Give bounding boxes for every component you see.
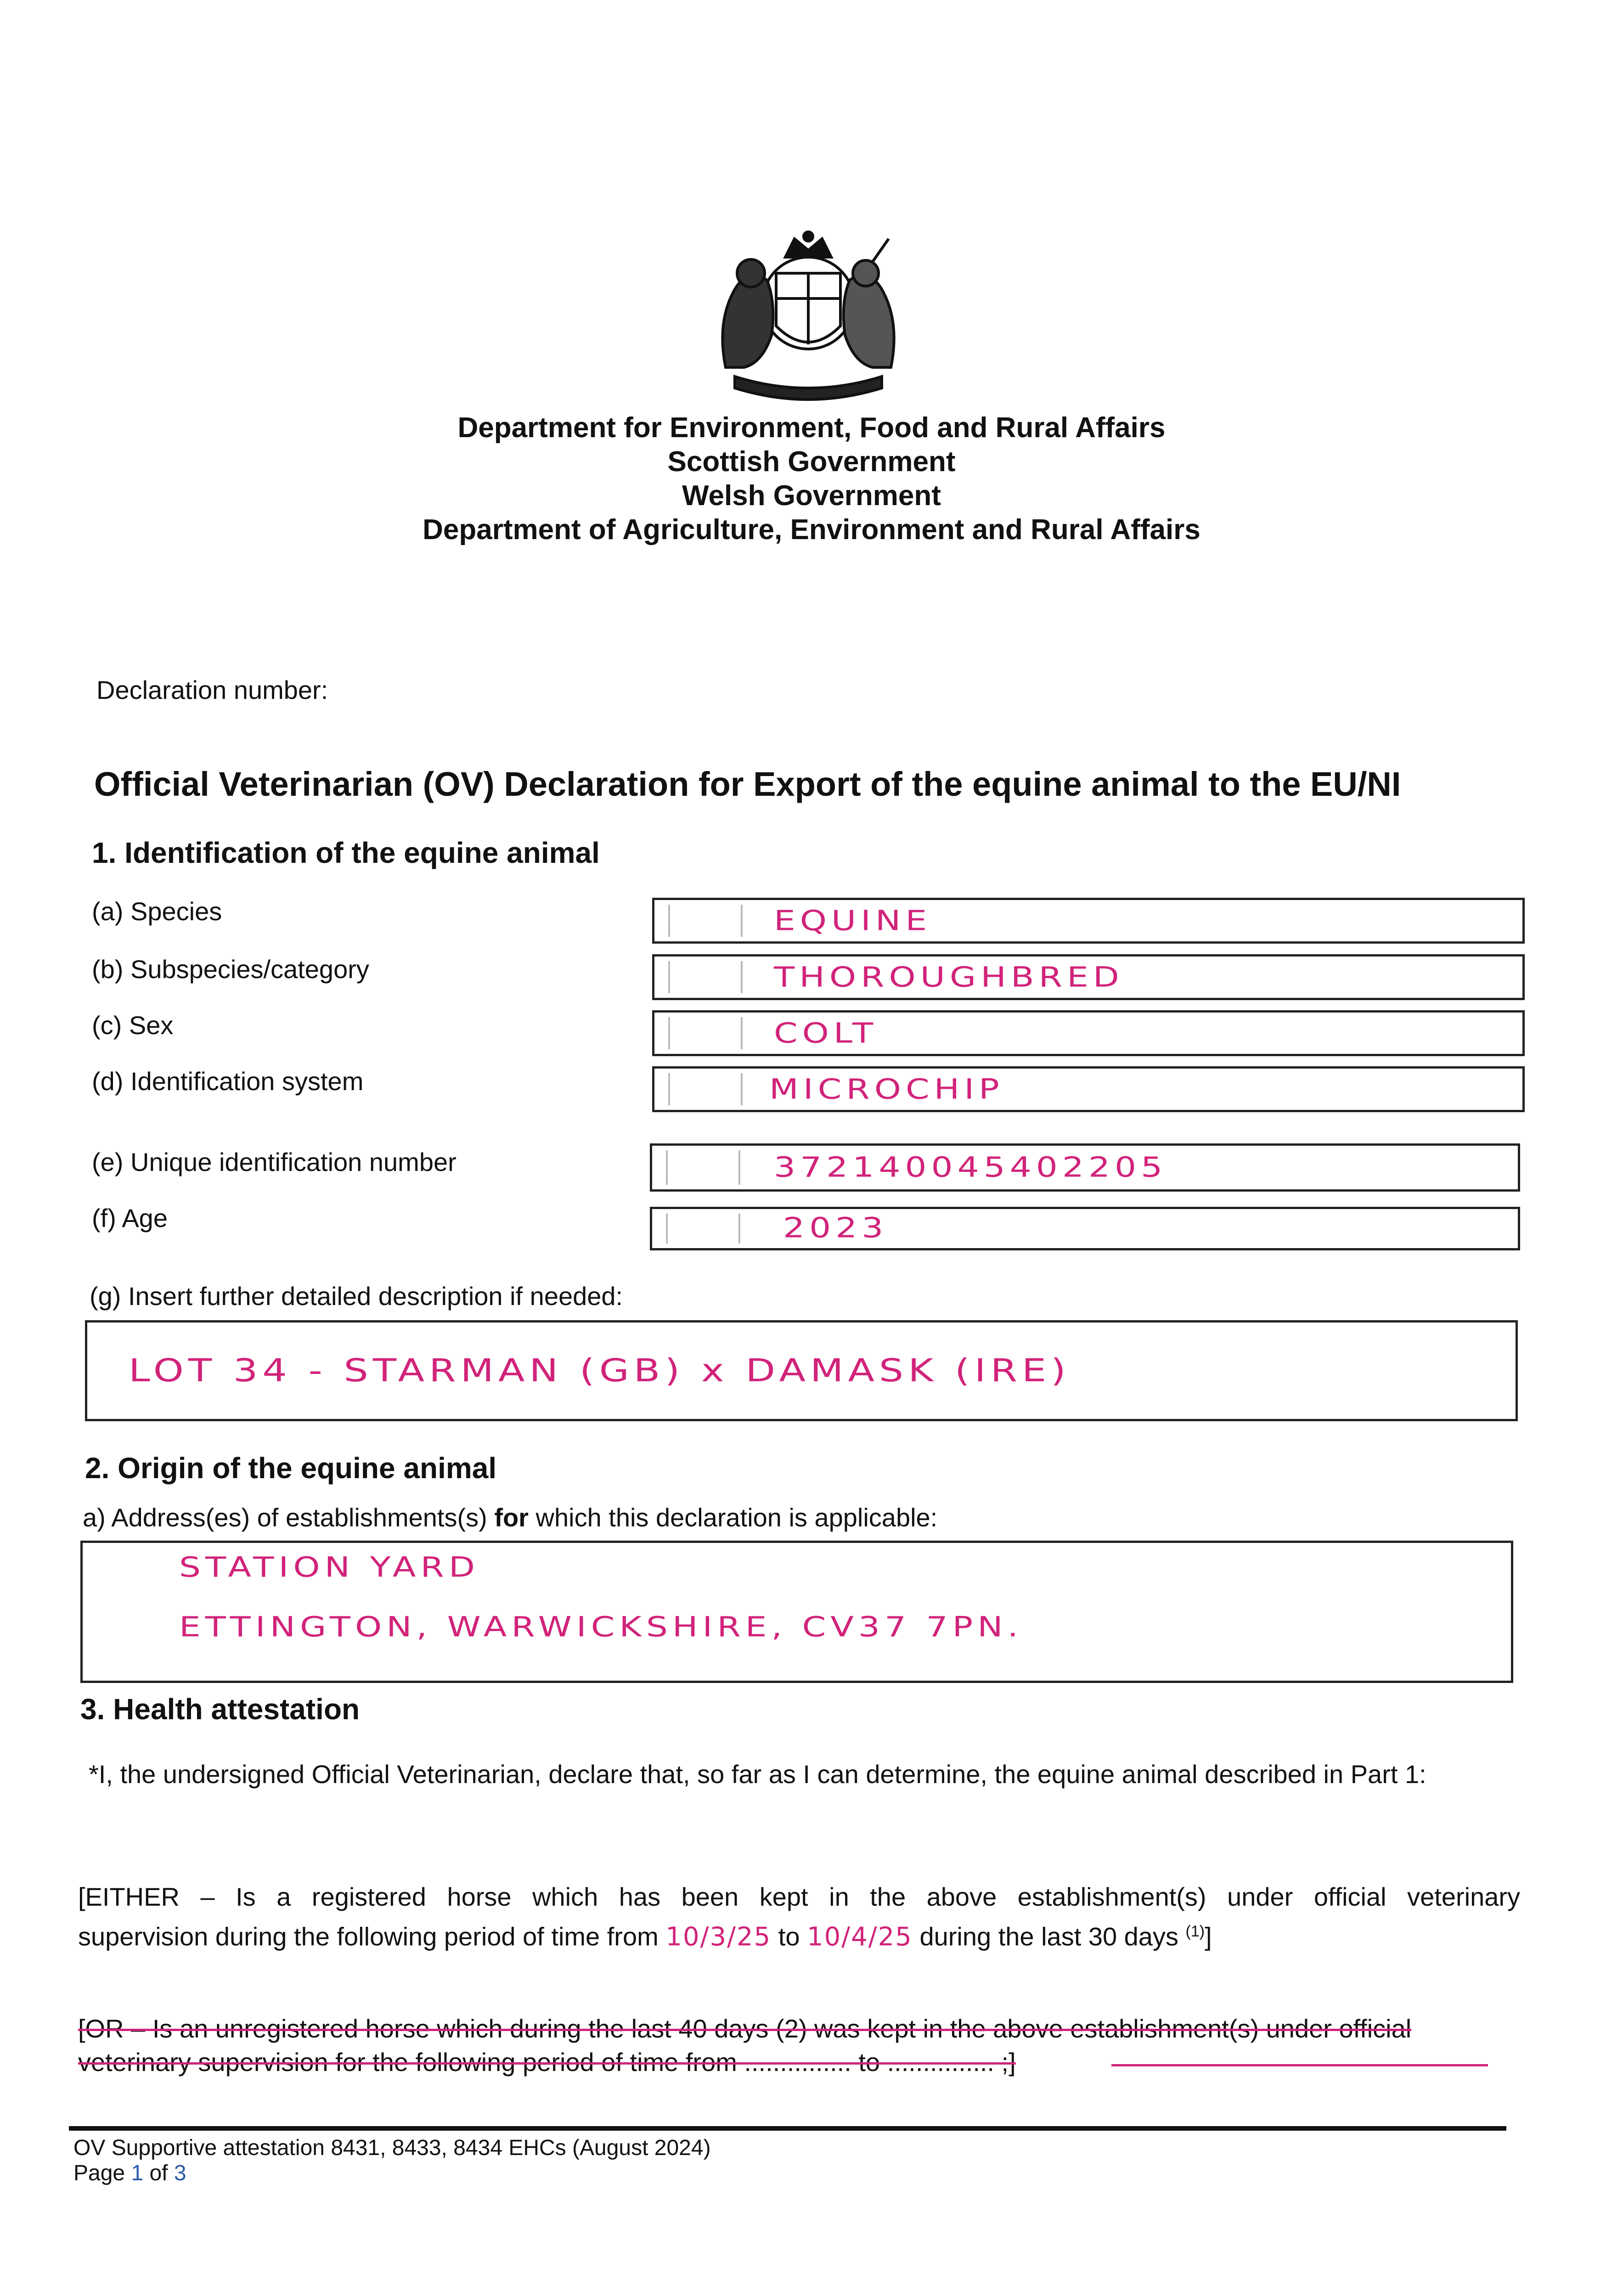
sex-value: COLT xyxy=(774,1017,878,1050)
department-scottish-government: Scottish Government xyxy=(667,446,956,478)
subspecies-field[interactable] xyxy=(652,954,1525,1000)
footer-page-number: Page 1 of 3 xyxy=(73,2161,186,2185)
sex-label: (c) Sex xyxy=(92,1011,174,1040)
subspecies-value: THOROUGHBRED xyxy=(774,961,1124,994)
royal-coat-of-arms-icon xyxy=(707,230,909,404)
department-daera: Department of Agriculture, Environment and Rural Affairs xyxy=(423,514,1200,546)
or-clause-strike-extension xyxy=(1111,2064,1488,2066)
address-label: a) Address(es) of establishments(s) for which this declaration is applicable: xyxy=(83,1503,938,1532)
either-clause-line-1: [EITHER – Is a registered horse which has been kept in the above establishment(s) under official veterinary xyxy=(78,1882,1520,1911)
subspecies-label: (b) Subspecies/category xyxy=(92,955,369,984)
health-attestation-intro: *I, the undersigned Official Veterinarian, declare that, so far as I can determine, the equine animal described in Part 1: xyxy=(89,1760,1426,1789)
either-clause-line-2: supervision during the following period of time from 10/3/25 to 10/4/25 during the last 30 days $^{(1)}$] xyxy=(78,1922,1212,1952)
further-description-field[interactable] xyxy=(85,1320,1518,1421)
further-description-value: LOT 34 - STARMAN (GB) x DAMASK (IRE) xyxy=(129,1351,1071,1389)
further-description-label: (g) Insert further detailed description if needed: xyxy=(90,1282,623,1311)
species-label: (a) Species xyxy=(92,897,222,926)
period-from-value: 10/3/25 xyxy=(665,1922,772,1952)
section-1-heading: 1. Identification of the equine animal xyxy=(92,836,600,869)
identification-system-label: (d) Identification system xyxy=(92,1067,364,1096)
declaration-number-label: Declaration number: xyxy=(96,675,328,704)
unique-id-label: (e) Unique identification number xyxy=(92,1148,456,1176)
or-clause-line-1: [OR – Is an unregistered horse which during the last 40 days (2) was kept in the above establishment(s) under official xyxy=(78,2014,1412,2043)
or-clause-line-2: veterinary supervision for the following period of time from ............... to ............... ;] xyxy=(78,2048,1016,2077)
unique-id-value: 372140045402205 xyxy=(774,1151,1167,1184)
department-welsh-government: Welsh Government xyxy=(682,480,941,512)
age-field[interactable] xyxy=(650,1207,1520,1250)
section-3-heading: 3. Health attestation xyxy=(80,1693,360,1726)
sex-field[interactable] xyxy=(652,1010,1525,1056)
section-2-heading: 2. Origin of the equine animal xyxy=(85,1452,497,1485)
department-defra: Department for Environment, Food and Rural Affairs xyxy=(457,412,1166,444)
identification-system-field[interactable] xyxy=(652,1066,1525,1112)
address-line-2: ETTINGTON, WARWICKSHIRE, CV37 7PN. xyxy=(179,1610,1023,1643)
address-field[interactable] xyxy=(80,1541,1513,1683)
unique-id-field[interactable] xyxy=(650,1143,1520,1192)
age-value: 2023 xyxy=(783,1211,888,1244)
species-field[interactable] xyxy=(652,898,1525,944)
footer-attestation: OV Supportive attestation 8431, 8433, 8434 EHCs (August 2024) xyxy=(73,2136,711,2160)
identification-system-value: MICROCHIP xyxy=(769,1073,1004,1106)
age-label: (f) Age xyxy=(92,1204,168,1232)
species-value: EQUINE xyxy=(774,904,932,937)
document-title: Official Veterinarian (OV) Declaration for Export of the equine animal to the EU/NI xyxy=(94,765,1401,803)
period-to-value: 10/4/25 xyxy=(807,1922,913,1952)
address-line-1: STATION YARD xyxy=(179,1551,479,1584)
footer-divider xyxy=(69,2126,1506,2131)
